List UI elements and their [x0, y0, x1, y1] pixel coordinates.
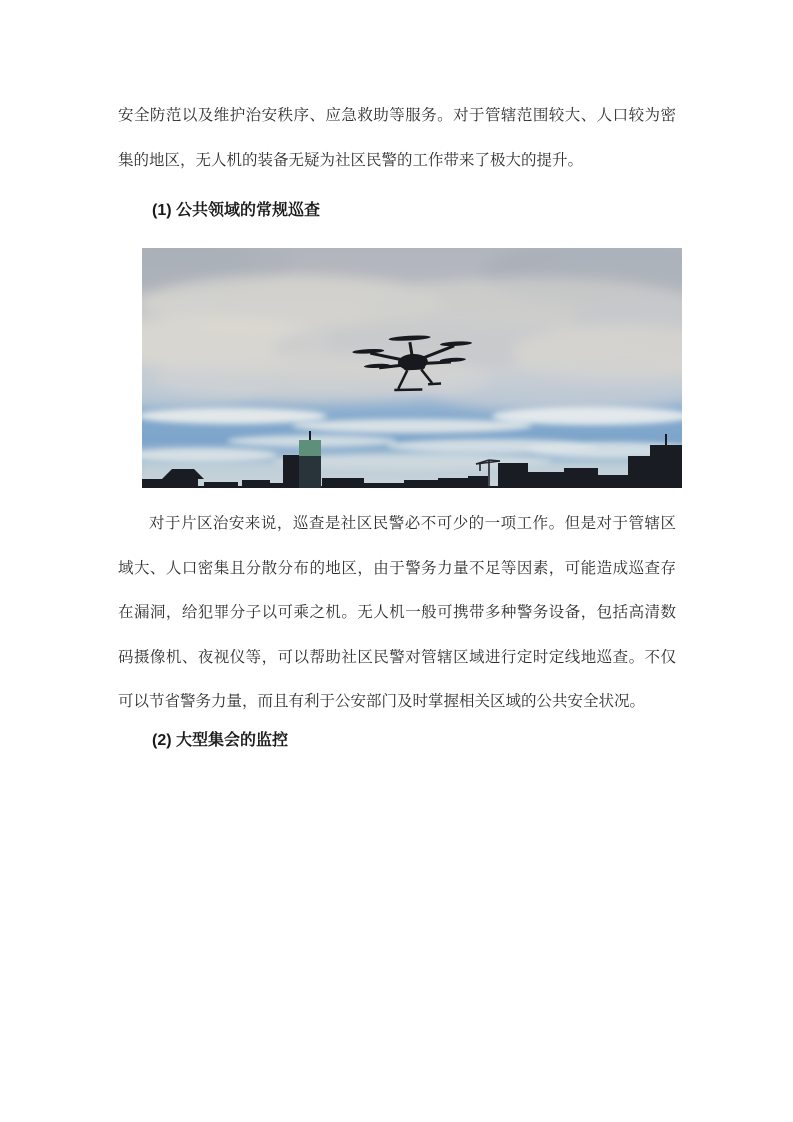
text-line: 码摄像机、夜视仪等，可以帮助社区民警对管辖区域进行定时定线地巡查。不仅: [118, 648, 676, 666]
grey-clouds: [142, 248, 682, 412]
office-tower: [283, 455, 299, 488]
highrise-tower: [650, 445, 682, 488]
section2-heading: (2) 大型集会的监控: [152, 732, 289, 749]
text-line: 在漏洞，给犯罪分子以可乘之机。无人机一般可携带多种警务设备，包括高清数: [118, 604, 676, 621]
section1-paragraph: [118, 502, 676, 725]
text-line: 可以节省警务力量，而且有利于公安部门及时掌握相关区域的公共安全状况。: [118, 693, 646, 710]
drone-photo-graphic: [142, 248, 682, 488]
text-line: 对于片区治安来说，巡查是社区民警必不可少的一项工作。但是对于管辖区: [149, 515, 676, 532]
text-line: 安全防范以及维护治安秩序、应急救助等服务。对于管辖范围较大、人口较为密: [118, 107, 676, 124]
drone-photo: [142, 248, 682, 488]
intro-paragraph: [118, 94, 676, 183]
text-line: 域大、人口密集且分散分布的地区，由于警务力量不足等因素，可能造成巡查存: [118, 559, 676, 577]
section1-heading: (1) 公共领域的常规巡查: [152, 202, 321, 219]
text-line: 集的地区，无人机的装备无疑为社区民警的工作带来了极大的提升。: [118, 151, 584, 169]
